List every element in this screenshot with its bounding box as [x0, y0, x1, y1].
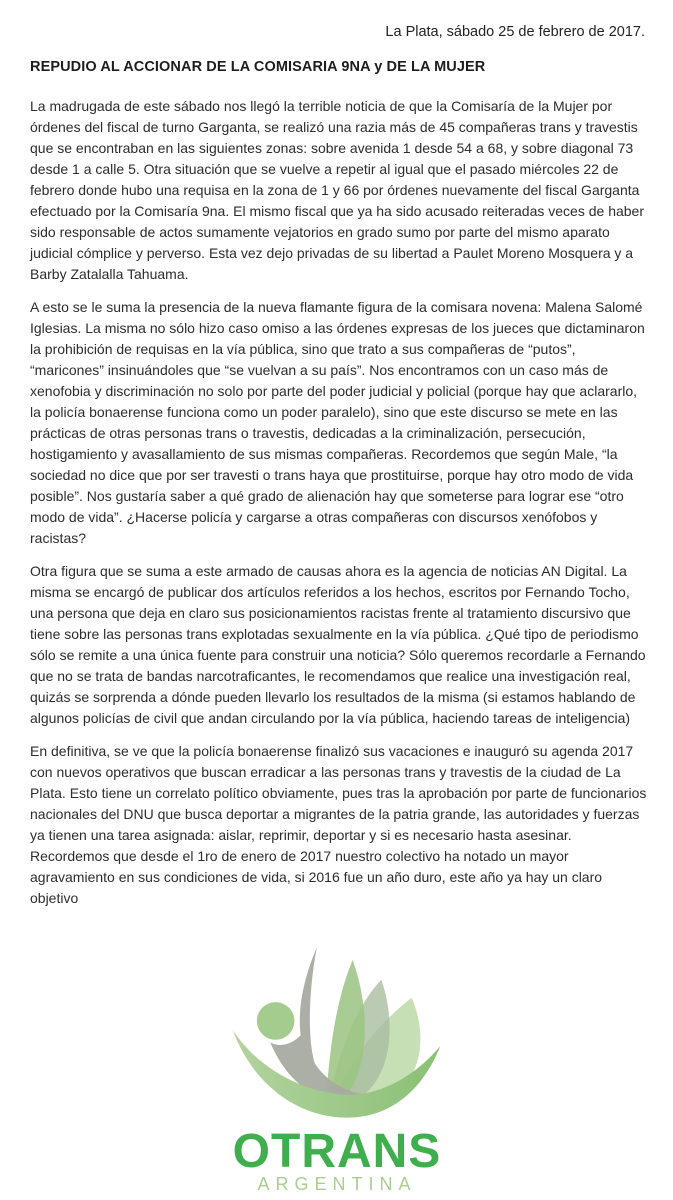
paragraph-3: Otra figura que se suma a este armado de causas ahora es la agencia de noticias AN Digital. La misma se encargó de publicar dos artículos referidos a los hechos, escritos por Fernando Tocho, una persona que deja en claro sus posicionamientos racistas frente al tratamiento discursivo que tiene sobre las personas trans explotadas sexualmente en la vía pública. ¿Qué tipo de periodismo sólo se remite a una única fuente para construir una noticia? Sólo queremos recordarle a Fernando que no se trata de bandas narcotraficantes, le recomendamos que realice una investigación real, quizás se sorprenda a dónde pueden llevarlo los resultados de la misma (si estamos hablando de algunos policías de civil que andan circulando por la vía pública, haciendo tareas de inteligencia): [30, 563, 646, 726]
date-line: La Plata, sábado 25 de febrero de 2017.: [385, 24, 645, 40]
logo-subtitle: ARGENTINA: [256, 1174, 417, 1194]
document-title: REPUDIO AL ACCIONAR DE LA COMISARIA 9NA y DE LA MUJER: [30, 59, 486, 75]
otrans-wordmark-block: [187, 1123, 487, 1195]
paragraph-4: En definitiva, se ve que la policía bonaerense finalizó sus vacaciones e inauguró su agenda 2017 con nuevos operativos que buscan erradicar a las personas trans y travestis de la ciudad de La Plata. Esto tiene un correlato político obviamente, pues tras la aprobación por parte de funcionarios nacionales del DNU que busca deportar a migrantes de la patria grande, las autoridades y fuerzas ya tienen una tarea asignada: aislar, reprimir, deportar y si es necesario hasta asesinar. Recordemos que desde el 1ro de enero de 2017 nuestro colectivo ha notado un mayor agravamiento en sus condiciones de vida, si 2016 fue un año duro, este año ya hay un claro objetivo: [30, 743, 647, 906]
otrans-logo-graphic: [229, 944, 444, 1123]
paragraph-2: A esto se le suma la presencia de la nueva flamante figura de la comisara novena: Malena Salomé Iglesias. La misma no sólo hizo caso omiso a las órdenes expresas de los jueces que dictaminaron la prohibición de requisas en la vía pública, sino que trato a sus compañeras de “putos”, “maricones” insinuándoles que “se vuelvan a su país”. Nos encontramos con un caso más de xenofobia y discriminación no solo por parte del poder judicial y policial (porque hay que aclararlo, la policía bonaerense funciona como un poder paralelo), sino que este discurso se mete en las prácticas de otras personas trans o travestis, dedicadas a la criminalización, persecución, hostigamiento y avasallamiento de sus mismas compañeras. Recordemos que según Male, “la sociedad no dice que por ser travesti o trans haya que prostituirse, porque hay otro modo de vida posible”. Nos gustaría saber a qué grado de alienación hay que someterse para lograr ese “otro modo de vida”. ¿Hacerse policía y cargarse a otras compañeras con discursos xenófobos y racistas?: [30, 299, 645, 546]
paragraph-1: La madrugada de este sábado nos llegó la terrible noticia de que la Comisaría de la Mujer por órdenes del fiscal de turno Garganta, se realizó una razia más de 45 compañeras trans y travestis que se encontraban en las siguientes zonas: sobre avenida 1 desde 54 a 68, y sobre diagonal 73 desde 1 a calle 5. Otra situación que se vuelve a repetir al igual que el pasado miércoles 22 de febrero donde hubo una requisa en la zona de 1 y 66 por órdenes nuevamente del fiscal Garganta efectuado por la Comisaría 9na. El mismo fiscal que ya ha sido acusado reiteradas veces de haber sido responsable de actos sumamente vejatorios en grado sumo por parte del mismo aparato judicial cómplice y perverso. Esta vez dejo privadas de su libertad a Paulet Moreno Mosquera y a Barby Zatalalla Tahuama.: [30, 98, 645, 282]
logo-wordmark: OTRANS: [232, 1125, 441, 1178]
otrans-logo: [0, 944, 673, 1195]
logo-head-circle-icon: [257, 1002, 295, 1040]
